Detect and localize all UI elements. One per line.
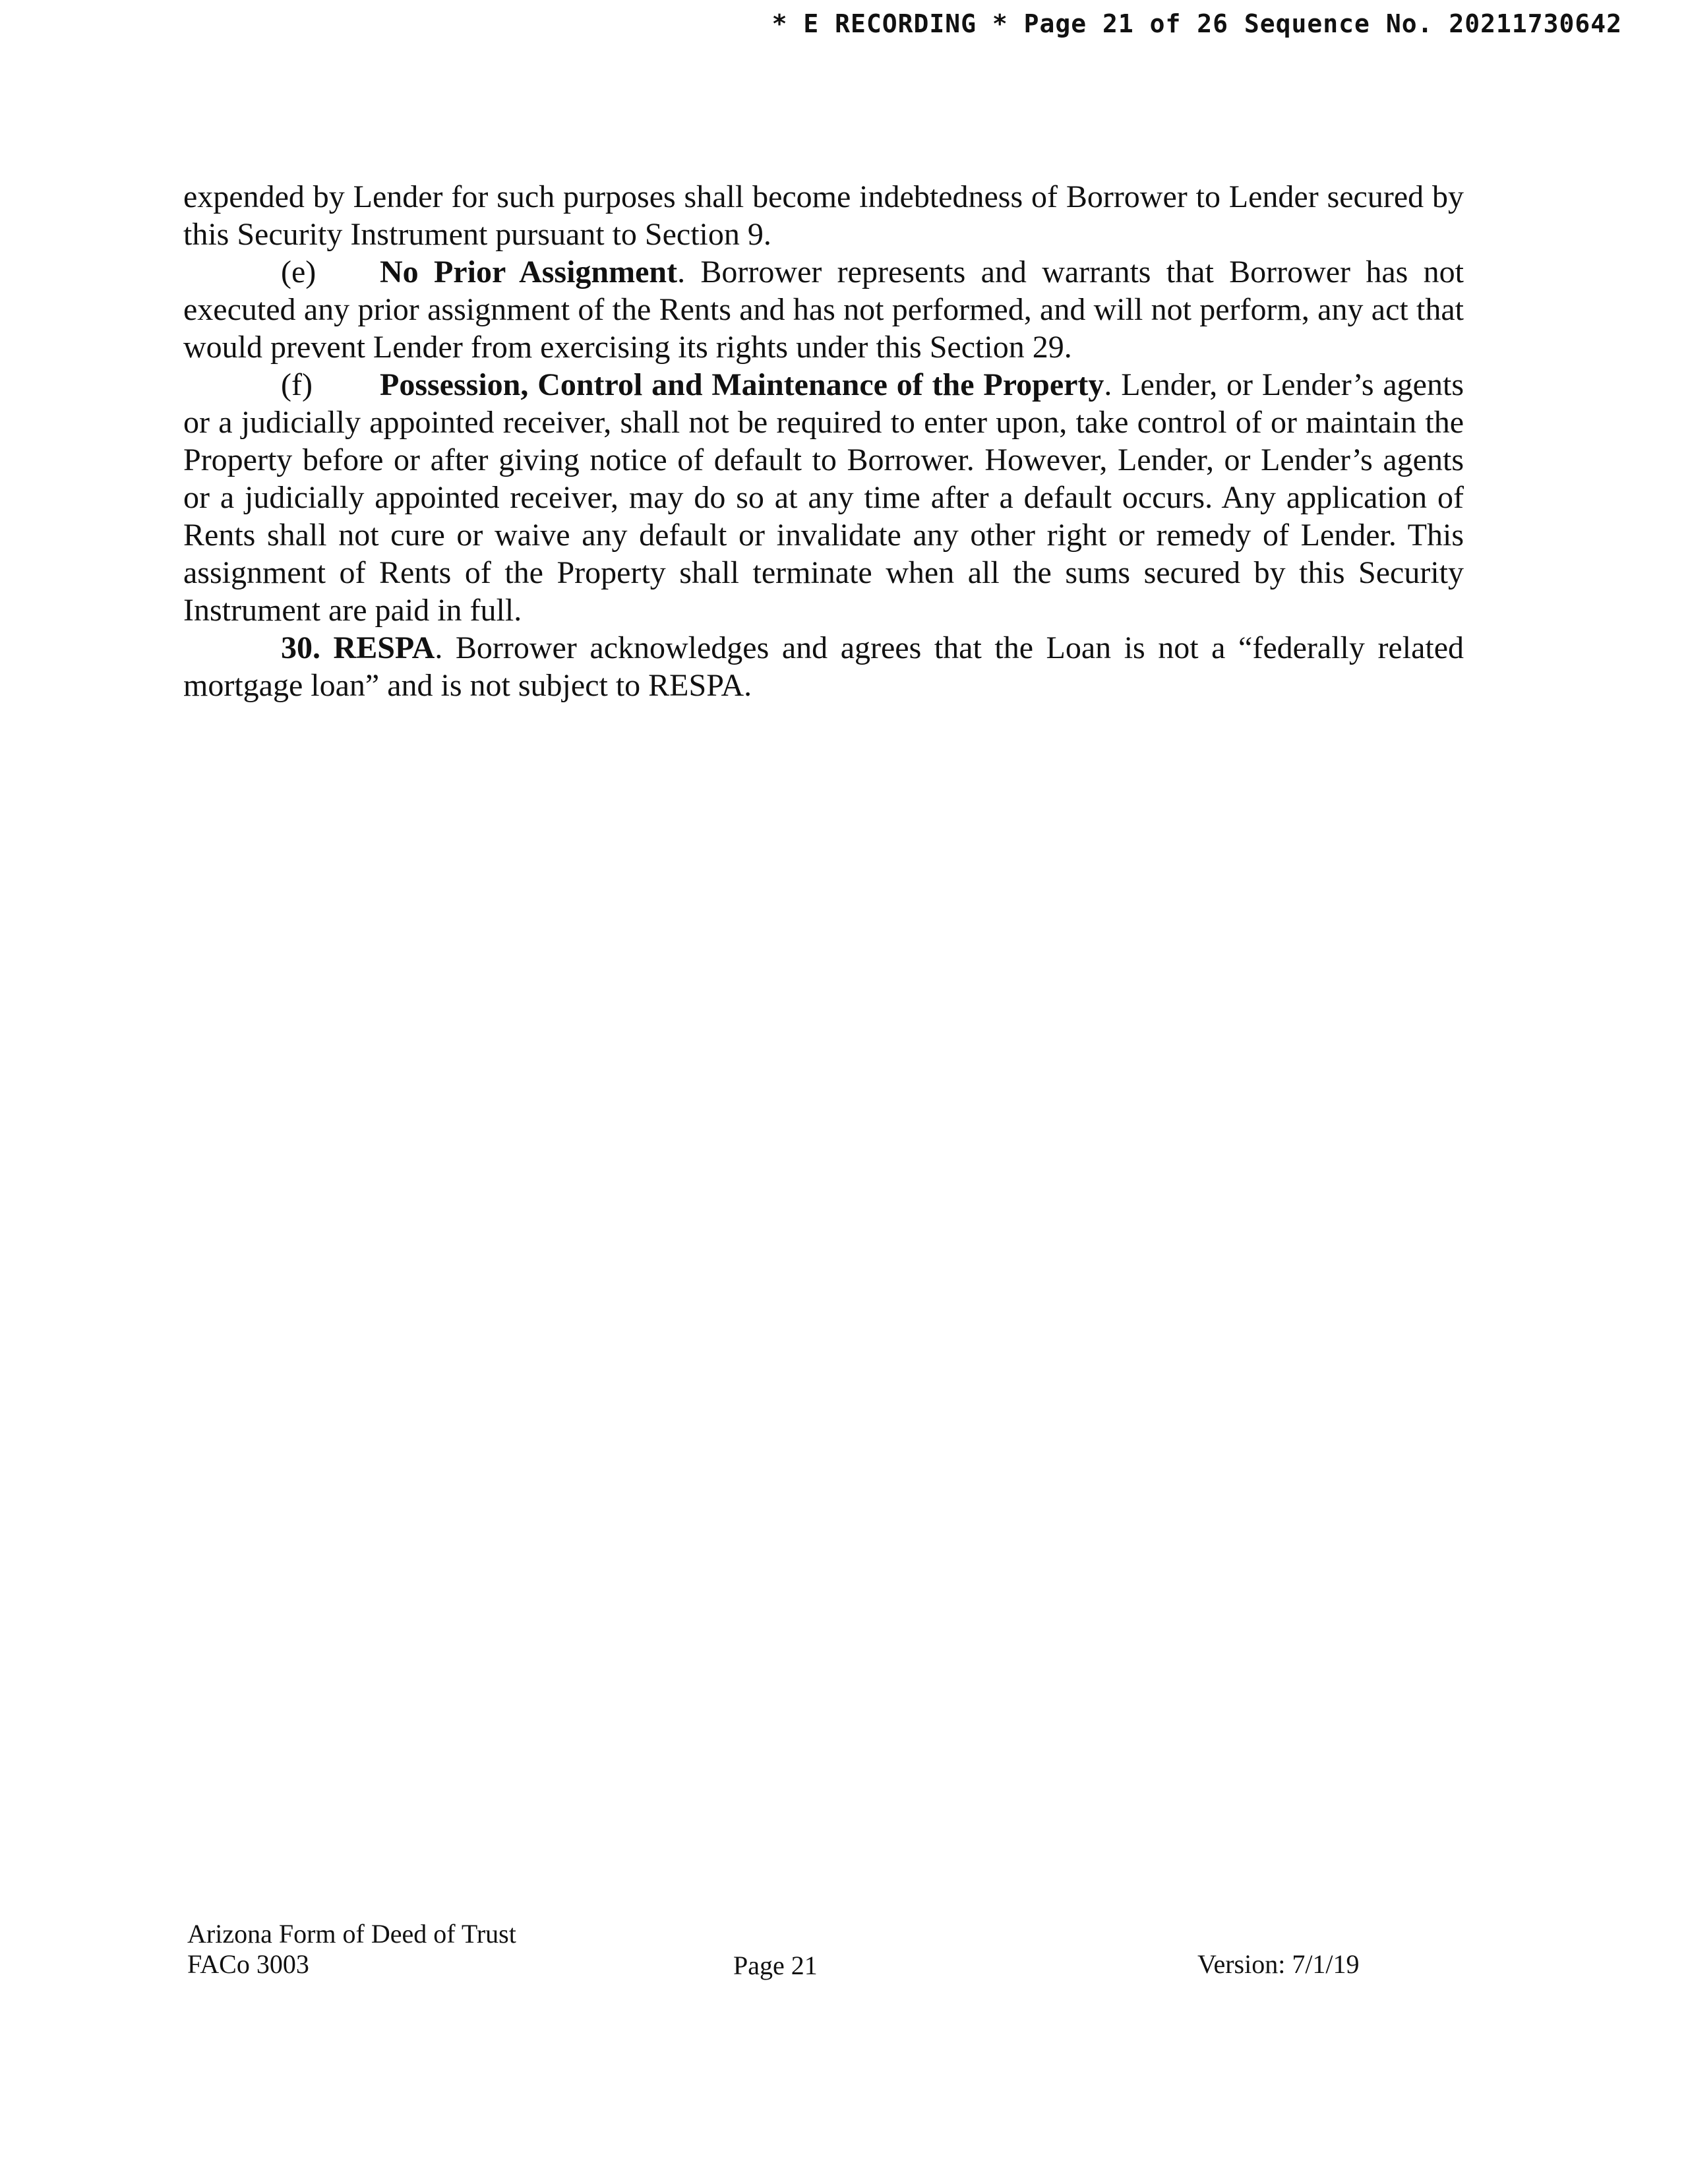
document-body — [183, 178, 1464, 704]
subsection-heading-no-prior-assignment: No Prior Assignment — [380, 255, 678, 289]
paragraph-respa — [183, 629, 1464, 704]
subsection-text-no-prior-assignment: . Borrower represents and warrants that Borrower has not executed any prior assignment of the Rents and has not performed, and will not perform, any act that would prevent Lender from exercising its rights under this Section 29. — [183, 255, 1464, 365]
paragraph-no-prior-assignment — [183, 253, 1464, 366]
subsection-heading-possession-control: Possession, Control and Maintenance of the Property — [380, 367, 1104, 402]
footer-form-code: FACo 3003 — [187, 1949, 309, 1979]
footer-version: Version: 7/1/19 — [1197, 1949, 1360, 1979]
footer-page-number: Page 21 — [733, 1951, 818, 1980]
subsection-label-f: (f) — [281, 367, 313, 402]
paragraph-possession-control — [183, 366, 1464, 629]
subsection-text-possession-control: . Lender, or Lender’s agents or a judicially appointed receiver, shall not be required to enter upon, take control of or maintain the Property before or after giving notice of default to Borrower. However, Lender, or Lender’s agents or a judicially appointed receiver, may do so at any time after a default occurs. Any application of Rents shall not cure or waive any default or invalidate any other right or remedy of Lender. This assignment of Rents of the Property shall terminate when all the sums secured by this Security Instrument are paid in full. — [183, 367, 1464, 628]
paragraph-continuation: expended by Lender for such purposes shall become indebtedness of Borrower to Lender secured by this Security Instrument pursuant to Section 9. — [183, 179, 1464, 252]
footer-form-name: Arizona Form of Deed of Trust — [187, 1919, 516, 1949]
section-heading-respa: 30. RESPA — [281, 630, 435, 665]
subsection-label-e: (e) — [281, 255, 316, 289]
recording-stamp: * E RECORDING * Page 21 of 26 Sequence No. 20211730642 — [771, 9, 1622, 38]
section-text-respa: . Borrower acknowledges and agrees that the Loan is not a “federally related mortgage loan” and is not subject to RESPA. — [183, 630, 1464, 703]
footer-form-info — [187, 1919, 516, 1980]
